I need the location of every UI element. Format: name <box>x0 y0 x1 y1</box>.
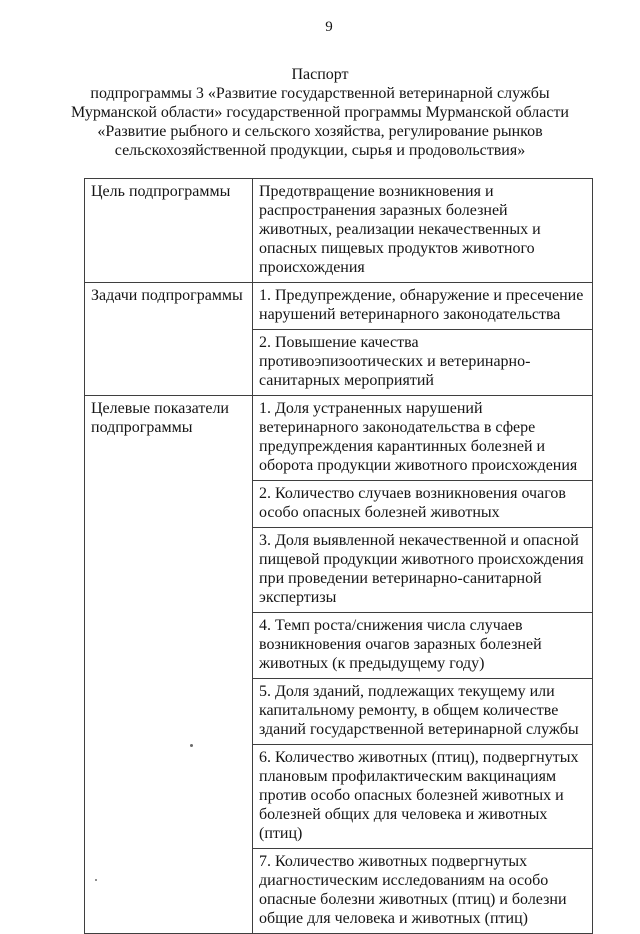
row-value-indicator-6: 6. Количество животных (птиц), подвергнутых плановым профилактическим вакцинациям против особо опасных болезней животных и болезней общих для человека и животных (птиц) <box>253 745 593 849</box>
table-row-indicators <box>85 396 593 481</box>
document-title-line-4: «Развитие рыбного и сельского хозяйства, регулирование рынков <box>97 123 543 140</box>
row-value-indicator-4: 4. Темп роста/снижения числа случаев возникновения очагов заразных болезней животных (к предыдущему году) <box>253 613 593 679</box>
row-value-goal: Предотвращение возникновения и распространения заразных болезней животных, реализации некачественных и опасных пищевых продуктов животного происхождения <box>253 179 593 283</box>
row-value-task-2: 2. Повышение качества противоэпизоотических и ветеринарно-санитарных мероприятий <box>253 330 593 396</box>
row-value-indicator-1: 1. Доля устраненных нарушений ветеринарного законодательства в сфере предупреждения карантинных болезней и оборота продукции животного происхождения <box>253 396 593 481</box>
passport-table <box>84 178 593 934</box>
row-label-indicators: Целевые показатели подпрограммы <box>85 396 253 934</box>
row-value-indicator-7: 7. Количество животных подвергнутых диагностическим исследованиям на особо опасные болезни животных (птиц) и болезни общие для человека и животных (птиц) <box>253 849 593 934</box>
scan-speck <box>95 879 97 881</box>
row-label-goal: Цель подпрограммы <box>85 179 253 283</box>
document-title-line-1: Паспорт <box>291 66 349 83</box>
row-value-task-1: 1. Предупреждение, обнаружение и пресечение нарушений ветеринарного законодательства <box>253 283 593 330</box>
table-row-goal <box>85 179 593 283</box>
document-title-line-3: Мурманской области» государственной программы Мурманской области <box>70 104 569 121</box>
row-value-indicator-5: 5. Доля зданий, подлежащих текущему или капитальному ремонту, в общем количестве зданий государственной ветеринарной службы <box>253 679 593 745</box>
row-value-indicator-2: 2. Количество случаев возникновения очагов особо опасных болезней животных <box>253 481 593 528</box>
row-label-tasks: Задачи подпрограммы <box>85 283 253 396</box>
table-row-tasks <box>85 283 593 330</box>
scan-speck <box>190 744 193 747</box>
page-number: 9 <box>325 19 333 35</box>
document-title-line-5: сельскохозяйственной продукции, сырья и продовольствия» <box>114 142 526 159</box>
document-title-line-2: подпрограммы 3 «Развитие государственной ветеринарной службы <box>90 85 550 102</box>
row-value-indicator-3: 3. Доля выявленной некачественной и опасной пищевой продукции животного происхождения при проведении ветеринарно-санитарной экспертизы <box>253 528 593 613</box>
document-title <box>0 65 640 160</box>
